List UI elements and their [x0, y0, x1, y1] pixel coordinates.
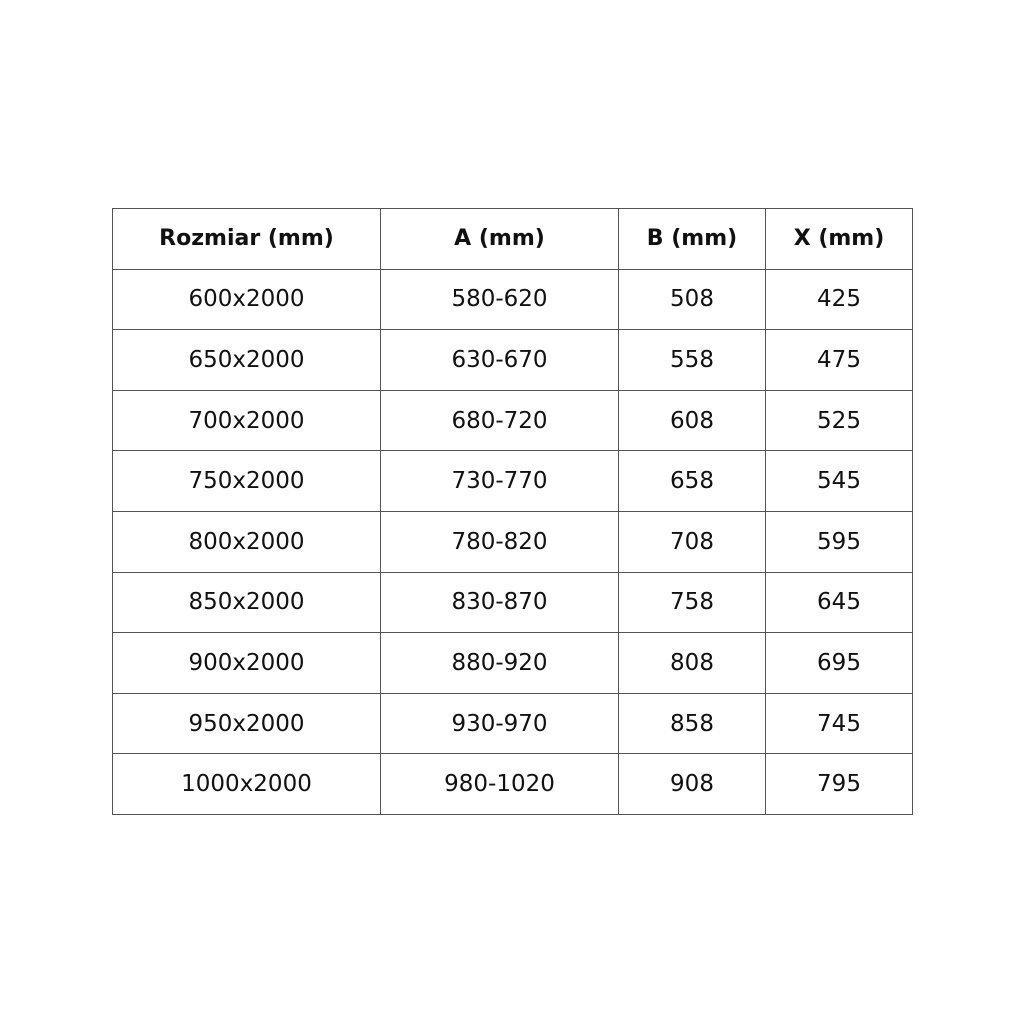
header-x: X (mm) [766, 209, 913, 270]
table-row [113, 633, 913, 694]
header-a: A (mm) [381, 209, 619, 270]
cell-x: 695 [766, 633, 913, 694]
table-row [113, 390, 913, 451]
cell-x: 425 [766, 269, 913, 330]
header-b: B (mm) [619, 209, 766, 270]
dimensions-table [112, 208, 913, 815]
cell-a: 580-620 [381, 269, 619, 330]
cell-b: 708 [619, 511, 766, 572]
cell-x: 525 [766, 390, 913, 451]
table-row [113, 330, 913, 391]
cell-size: 750x2000 [113, 451, 381, 512]
header-size: Rozmiar (mm) [113, 209, 381, 270]
cell-a: 830-870 [381, 572, 619, 633]
cell-x: 645 [766, 572, 913, 633]
cell-b: 558 [619, 330, 766, 391]
header-row [113, 209, 913, 270]
cell-b: 758 [619, 572, 766, 633]
cell-x: 795 [766, 754, 913, 815]
cell-size: 1000x2000 [113, 754, 381, 815]
cell-x: 545 [766, 451, 913, 512]
cell-a: 980-1020 [381, 754, 619, 815]
cell-a: 880-920 [381, 633, 619, 694]
cell-size: 950x2000 [113, 693, 381, 754]
cell-b: 808 [619, 633, 766, 694]
cell-x: 595 [766, 511, 913, 572]
cell-x: 475 [766, 330, 913, 391]
cell-size: 600x2000 [113, 269, 381, 330]
table-row [113, 269, 913, 330]
table-row [113, 572, 913, 633]
cell-a: 730-770 [381, 451, 619, 512]
cell-size: 850x2000 [113, 572, 381, 633]
table-row [113, 451, 913, 512]
cell-b: 658 [619, 451, 766, 512]
table-row [113, 693, 913, 754]
table-row [113, 754, 913, 815]
cell-a: 930-970 [381, 693, 619, 754]
cell-a: 680-720 [381, 390, 619, 451]
table-row [113, 511, 913, 572]
table-body [113, 269, 913, 814]
cell-a: 780-820 [381, 511, 619, 572]
cell-size: 700x2000 [113, 390, 381, 451]
cell-size: 900x2000 [113, 633, 381, 694]
cell-b: 608 [619, 390, 766, 451]
cell-b: 858 [619, 693, 766, 754]
cell-b: 908 [619, 754, 766, 815]
cell-size: 650x2000 [113, 330, 381, 391]
cell-x: 745 [766, 693, 913, 754]
cell-b: 508 [619, 269, 766, 330]
cell-size: 800x2000 [113, 511, 381, 572]
table-header [113, 209, 913, 270]
cell-a: 630-670 [381, 330, 619, 391]
